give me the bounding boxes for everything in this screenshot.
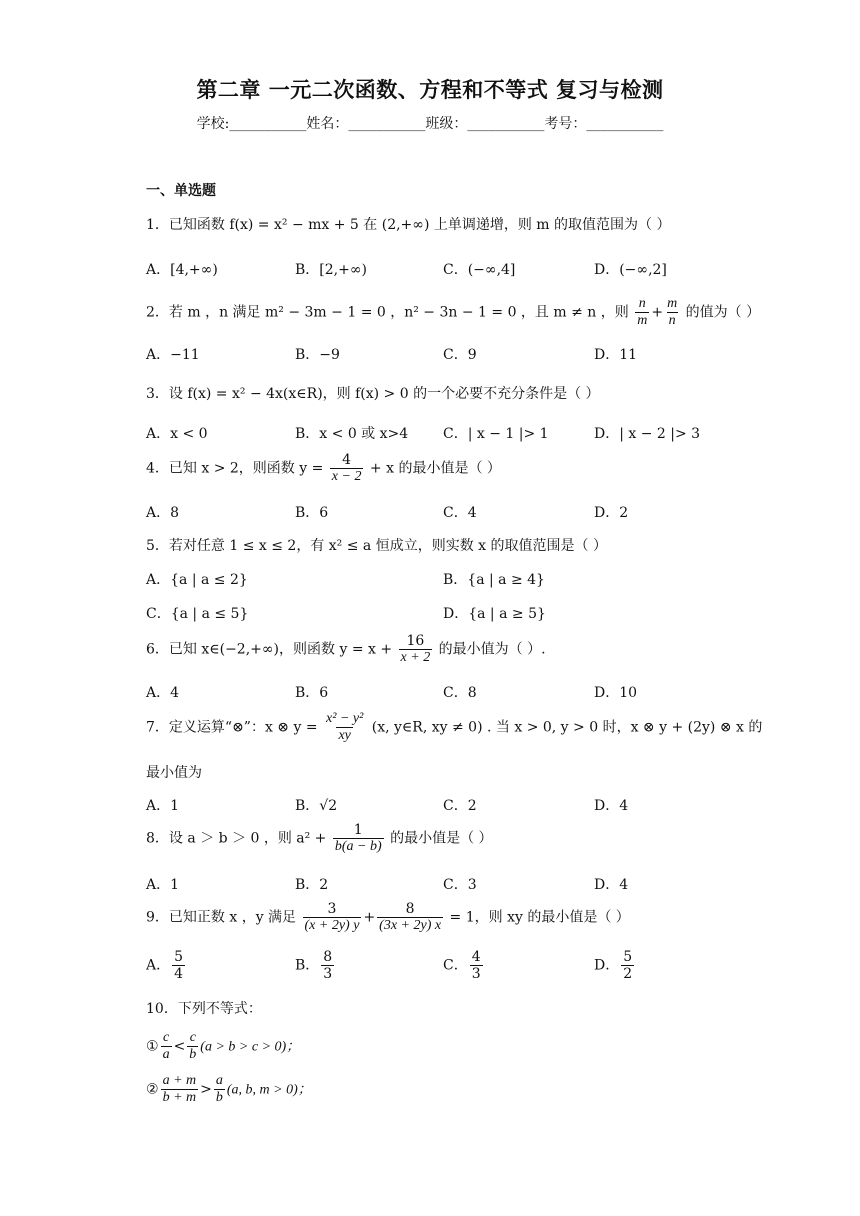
item-marker: ②: [146, 1081, 159, 1098]
question-5-stem: 5．若对任意 1 ≤ x ≤ 2，有 x² ≤ a 恒成立，则实数 x 的取值范围是（ ）: [146, 538, 607, 554]
fraction-denominator: 3: [323, 966, 333, 983]
greater-than-sign: >: [200, 1081, 212, 1098]
item-fraction-left: [161, 1073, 199, 1106]
q9-option-c: [443, 949, 485, 982]
item-condition: (a, b, m > 0)；: [226, 1082, 312, 1098]
q1-option-c: C．(−∞,4]: [443, 262, 516, 278]
page-title: 第二章 一元二次函数、方程和不等式 复习与检测: [196, 78, 664, 102]
item-fraction-right: [214, 1073, 225, 1106]
q10-item-1: [146, 1030, 300, 1063]
q3-option-b: B．x < 0 或 x>4: [295, 426, 409, 442]
q7-option-d: D．4: [594, 798, 629, 814]
fraction-numerator: a + m: [162, 1073, 197, 1088]
q2-fraction-n-over-m: [635, 296, 649, 329]
fraction-denominator: 4: [174, 966, 184, 983]
q2-stem-start: 2．若 m ，n 满足 m² − 3m − 1 = 0 ，n² − 3n − 1 = 0 ，且 m ≠ n ，则: [146, 304, 629, 321]
q3-option-c: C．| x − 1 |> 1: [443, 426, 549, 442]
fraction-denominator: b + m: [162, 1090, 197, 1106]
option-fraction: [172, 949, 185, 982]
q4-option-d: D．2: [594, 505, 629, 521]
fraction-denominator: x + 2: [400, 650, 431, 666]
fraction-denominator: a: [162, 1047, 170, 1063]
q8-stem-end: 的最小值是（ ）: [390, 830, 493, 847]
question-7-stem-continued: 最小值为: [146, 765, 202, 781]
less-than-sign: <: [173, 1038, 186, 1055]
q7-option-c: C．2: [443, 798, 477, 814]
fraction-numerator: 4: [342, 452, 352, 468]
fraction-numerator: 8: [323, 949, 333, 965]
item-fraction-right: [187, 1030, 198, 1063]
q9-stem-end: = 1，则 xy 的最小值是（ ）: [449, 909, 630, 926]
question-10-stem: 10．下列不等式：: [146, 1001, 262, 1017]
item-fraction-left: [161, 1030, 172, 1063]
fraction-numerator: 5: [174, 949, 184, 965]
fraction-numerator: a: [215, 1073, 223, 1088]
section-heading: 一、单选题: [146, 183, 216, 199]
q6-option-c: C．8: [443, 685, 477, 701]
q7-option-b: B．√2: [295, 798, 338, 814]
q5-option-d: D．{a | a ≥ 5}: [443, 606, 546, 622]
option-fraction: [470, 949, 483, 982]
q7-stem-middle: (x, y∈R, xy ≠ 0) . 当 x > 0, y > 0 时，x ⊗ y + (2y) ⊗ x 的: [371, 719, 763, 736]
fraction-numerator: n: [638, 296, 646, 311]
q6-stem-start: 6．已知 x∈(−2,+∞)，则函数 y = x +: [146, 641, 393, 658]
option-label: D．: [594, 957, 620, 974]
q3-option-d: D．| x − 2 |> 3: [594, 426, 701, 442]
q8-fraction: [333, 822, 384, 855]
fraction-numerator: c: [162, 1030, 170, 1045]
q7-option-a: A．1: [146, 798, 180, 814]
q1-option-a: A．[4,+∞): [146, 262, 218, 278]
q9-fraction-second: [377, 901, 443, 934]
question-3-stem: 3．设 f(x) = x² − 4x(x∈R)，则 f(x) > 0 的一个必要不充分条件是（ ）: [146, 386, 600, 402]
q9-stem-start: 9．已知正数 x ，y 满足: [146, 909, 297, 926]
fraction-numerator: 8: [405, 901, 415, 917]
q2-option-d: D．11: [594, 347, 638, 363]
fraction-numerator: m: [667, 296, 678, 311]
fraction-denominator: b(a − b): [334, 839, 382, 855]
question-7-stem: [146, 711, 762, 744]
q4-option-b: B．6: [295, 505, 329, 521]
option-label: C．: [443, 957, 468, 974]
q8-option-a: A．1: [146, 877, 180, 893]
q6-option-d: D．10: [594, 685, 638, 701]
q6-stem-end: 的最小值为（ ）.: [438, 641, 546, 658]
q6-fraction: [399, 633, 433, 666]
fraction-numerator: 16: [406, 633, 425, 649]
fraction-denominator: xy: [338, 728, 351, 744]
fraction-numerator: 4: [471, 949, 481, 965]
fraction-denominator: (x + 2y) y: [304, 918, 360, 934]
fraction-numerator: c: [189, 1030, 196, 1045]
plus-sign: +: [651, 304, 664, 321]
q5-option-a: A．{a | a ≤ 2}: [146, 572, 248, 588]
fraction-denominator: x − 2: [331, 469, 362, 485]
q9-fraction-first: [303, 901, 362, 934]
q5-option-c: C．{a | a ≤ 5}: [146, 606, 249, 622]
q1-option-b: B．[2,+∞): [295, 262, 367, 278]
question-1-stem: 1．已知函数 f(x) = x² − mx + 5 在 (2,+∞) 上单调递增，则 m 的取值范围为（ ）: [146, 217, 671, 233]
question-2-stem: [146, 296, 760, 329]
q7-stem-start: 7．定义运算“⊗”：x ⊗ y =: [146, 719, 318, 736]
q4-stem-start: 4．已知 x > 2，则函数 y =: [146, 460, 324, 477]
question-6-stem: [146, 633, 546, 666]
q2-option-b: B．−9: [295, 347, 340, 363]
question-9-stem: [146, 901, 630, 934]
fraction-denominator: 3: [471, 966, 481, 983]
q9-option-a: [146, 949, 187, 982]
q4-stem-end: + x 的最小值是（ ）: [369, 460, 501, 477]
q4-fraction: [330, 452, 364, 485]
option-label: B．: [295, 957, 320, 974]
q10-item-2: [146, 1073, 312, 1106]
option-label: A．: [146, 957, 171, 974]
q1-option-d: D．(−∞,2]: [594, 262, 667, 278]
q8-option-d: D．4: [594, 877, 629, 893]
fraction-numerator: 3: [327, 901, 337, 917]
fraction-denominator: n: [668, 313, 676, 329]
q5-option-b: B．{a | a ≥ 4}: [443, 572, 545, 588]
fraction-numerator: 5: [623, 949, 633, 965]
q2-fraction-m-over-n: [665, 296, 679, 329]
q8-option-b: B．2: [295, 877, 329, 893]
fraction-denominator: 2: [623, 966, 633, 983]
item-condition: (a > b > c > 0)；: [200, 1039, 301, 1055]
q4-option-c: C．4: [443, 505, 477, 521]
option-fraction: [321, 949, 334, 982]
q7-fraction: [324, 711, 365, 744]
q6-option-a: A．4: [146, 685, 180, 701]
fraction-denominator: (3x + 2y) x: [379, 918, 442, 934]
q2-option-c: C．9: [443, 347, 477, 363]
q6-option-b: B．6: [295, 685, 329, 701]
question-8-stem: [146, 822, 493, 855]
fraction-numerator: x² − y²: [326, 711, 364, 726]
q9-option-b: [295, 949, 336, 982]
option-fraction: [621, 949, 634, 982]
fraction-denominator: b: [215, 1090, 223, 1106]
fraction-numerator: 1: [353, 822, 363, 838]
item-marker: ①: [146, 1038, 159, 1055]
q3-option-a: A．x < 0: [146, 426, 208, 442]
q4-option-a: A．8: [146, 505, 180, 521]
q2-option-a: A．−11: [146, 347, 200, 363]
plus-sign: +: [363, 909, 376, 926]
q2-stem-end: 的值为（ ）: [685, 304, 761, 321]
fraction-denominator: m: [637, 313, 648, 329]
q9-option-d: [594, 949, 636, 982]
q8-option-c: C．3: [443, 877, 477, 893]
fraction-denominator: b: [189, 1047, 197, 1063]
question-4-stem: [146, 452, 501, 485]
q8-stem-start: 8．设 a ＞ b ＞ 0 ，则 a² +: [146, 830, 327, 847]
student-info-line: 学校:___________姓名：___________班级：___________考号：___________: [196, 116, 664, 132]
